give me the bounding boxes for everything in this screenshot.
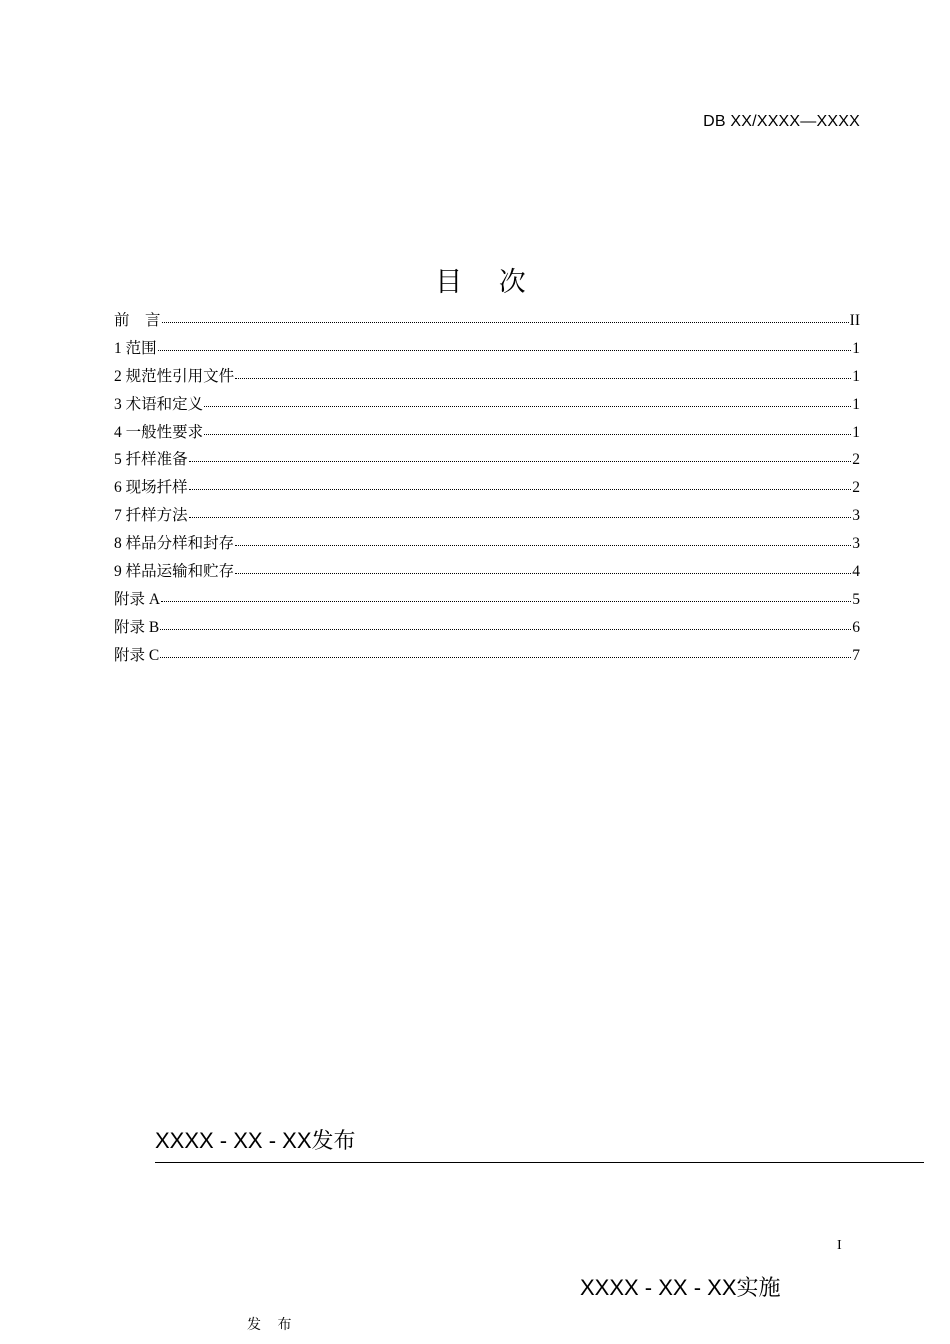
toc-entry-page: 6 [852,618,860,636]
toc-entry-terms-definitions[interactable] [114,391,860,419]
publish-date: XXXX - XX - XX发布 [155,1128,356,1153]
toc-entry-appendix-b[interactable] [114,614,860,642]
page-number: I [837,1238,842,1253]
toc-entry-page: 1 [852,423,860,441]
toc-dot-leader [235,573,851,574]
toc-entry-general-requirements[interactable] [114,419,860,447]
toc-entry-page: 5 [852,590,860,608]
toc-entry-page: 4 [852,563,860,581]
toc-dot-leader [235,545,851,546]
toc-dot-leader [161,601,851,602]
toc-title: 目 次 [435,267,540,298]
implementation-date: XXXX - XX - XX实施 [580,1275,781,1300]
toc-entry-label: 附录 B [114,618,160,636]
toc-dot-leader [160,629,851,630]
toc-entry-appendix-c[interactable] [114,642,860,670]
toc-entry-label: 1 范围 [114,339,157,357]
toc-entry-page: 1 [852,367,860,385]
toc-entry-appendix-a[interactable] [114,586,860,614]
toc-entry-page: 2 [852,451,860,469]
toc-dot-leader [160,657,851,658]
toc-entry-sample-transport-storage[interactable] [114,558,860,586]
toc-entry-label: 3 术语和定义 [114,395,204,413]
toc-entry-sampling-preparation[interactable] [114,446,860,474]
toc-entry-sample-division-sealing[interactable] [114,530,860,558]
toc-entry-label: 5 扦样准备 [114,451,188,469]
toc-entry-page: 1 [852,339,860,357]
toc-dot-leader [158,350,852,351]
toc-entry-label: 附录 A [114,590,161,608]
toc-dot-leader [189,461,852,462]
toc-entry-label: 9 样品运输和贮存 [114,563,235,581]
toc-entry-page: II [849,312,860,329]
toc-entry-page: 7 [852,646,860,664]
toc-entry-label: 前 言 [114,312,161,329]
toc-dot-leader [189,489,852,490]
table-of-contents [114,307,860,670]
toc-entry-label: 7 扦样方法 [114,507,188,525]
toc-entry-label: 6 现场扦样 [114,479,188,497]
toc-entry-page: 3 [852,507,860,525]
toc-entry-onsite-sampling[interactable] [114,474,860,502]
toc-entry-label: 8 样品分样和封存 [114,535,235,553]
toc-dot-leader [189,517,852,518]
footer-divider [155,1162,924,1163]
toc-dot-leader [235,378,851,379]
toc-dot-leader [204,434,851,435]
toc-dot-leader [162,322,849,323]
toc-entry-normative-references[interactable] [114,363,860,391]
publisher-label: 发 布 [247,1317,298,1333]
toc-dot-leader [204,406,851,407]
toc-entry-sampling-methods[interactable] [114,502,860,530]
toc-entry-label: 附录 C [114,646,160,664]
toc-entry-label: 4 一般性要求 [114,423,204,441]
toc-entry-scope[interactable] [114,335,860,363]
toc-entry-label: 2 规范性引用文件 [114,367,235,385]
toc-entry-page: 1 [852,395,860,413]
toc-entry-foreword[interactable] [114,307,860,335]
toc-entry-page: 3 [852,535,860,553]
toc-entry-page: 2 [852,479,860,497]
document-code: DB XX/XXXX—XXXX [703,113,860,130]
